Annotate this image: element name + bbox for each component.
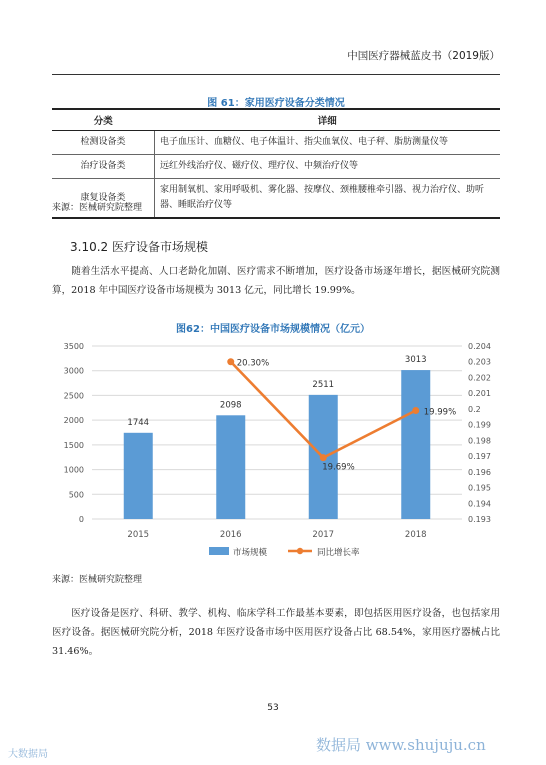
column-header: 详细 [155,109,501,131]
y-tick-label-left: 2500 [63,391,84,401]
y-tick-label-right: 0.199 [468,420,491,430]
detail-cell: 家用制氧机、家用呼吸机、雾化器、按摩仪、颈椎腰椎牵引器、视力治疗仪、助听器、睡眠治疗仪等 [155,179,501,219]
growth-point [412,407,419,414]
legend-swatch-bars [209,547,229,555]
legend-label: 市场规模 [233,548,268,558]
y-tick-label-left: 2000 [63,416,84,426]
detail-cell: 电子血压计、血糖仪、电子体温计、指尖血氧仪、电子秤、脂肪测量仪等 [155,131,501,155]
y-tick-label-right: 0.204 [468,342,491,351]
y-tick-label-right: 0.2 [468,404,481,414]
category-cell: 治疗设备类 [52,155,155,179]
category-cell: 康复设备类 [52,179,155,219]
bar [216,415,245,519]
growth-value-label: 19.69% [322,462,355,473]
table-title: 图 61：家用医疗设备分类情况 [207,98,345,109]
bar-value-label: 1744 [127,417,150,428]
y-tick-label-left: 500 [68,490,84,500]
bar-value-label: 3013 [404,355,427,366]
chart-title: 图62：中国医疗设备市场规模情况（亿元） [176,324,370,335]
y-tick-label-left: 3500 [63,342,84,351]
bar [124,433,153,519]
growth-value-label: 19.99% [423,407,457,418]
category-cell: 检测设备类 [52,131,155,155]
paragraph: 随着生活水平提高、人口老龄化加剧、医疗需求不断增加，医疗设备市场逐年增长，据医械研究院测算，2018 年中国医疗设备市场规模为 3013 亿元，同比增长 19.99%。 [52,266,500,296]
column-header: 分类 [52,109,155,131]
y-tick-label-right: 0.197 [468,452,491,462]
y-tick-label-right: 0.195 [468,483,491,493]
y-tick-label-right: 0.201 [468,389,491,399]
legend-label: 同比增长率 [317,548,360,558]
y-tick-label-left: 0 [78,515,84,524]
y-tick-label-right: 0.203 [468,357,491,367]
bar [401,370,430,519]
y-tick-label-left: 1500 [63,440,84,450]
y-tick-label-right: 0.196 [468,467,491,477]
x-tick-label: 2017 [312,530,335,540]
table-source: 来源：医械研究院整理 [52,203,143,213]
y-tick-label-right: 0.194 [468,499,491,509]
y-tick-label-left: 3000 [63,366,84,376]
bar-value-label: 2098 [219,400,242,411]
y-tick-label-right: 0.202 [468,373,491,383]
growth-value-label: 20.30% [236,358,270,369]
bar-value-label: 2511 [312,379,335,390]
book-header: 中国医疗器械蓝皮书（2019版） [347,50,500,62]
paragraph: 医疗设备是医疗、科研、教学、机构、临床学科工作最基本要素，即包括医用医疗设备，也包括家用医疗设备。据医械研究院分析，2018 年医疗设备市场中医用医疗设备占比 68.54%，家用医疗器械占比 31.46%。 [52,608,500,657]
x-tick-label: 2015 [127,530,150,540]
watermark: 大数据局 [8,749,48,760]
x-tick-label: 2016 [219,530,242,540]
legend-marker [297,548,303,554]
chart-source: 来源：医械研究院整理 [52,575,143,585]
y-tick-label-right: 0.193 [468,515,491,524]
growth-point [227,358,234,365]
section-heading: 3.10.2 医疗设备市场规模 [70,240,208,254]
watermark: 数据局 www.shujuju.cn [316,736,486,754]
y-tick-label-right: 0.198 [468,436,491,446]
y-tick-label-left: 1000 [63,465,84,475]
growth-point [320,454,327,461]
page-number: 53 [267,703,279,713]
x-tick-label: 2018 [404,530,427,540]
detail-cell: 远红外线治疗仪、磁疗仪、理疗仪、中频治疗仪等 [155,155,501,179]
